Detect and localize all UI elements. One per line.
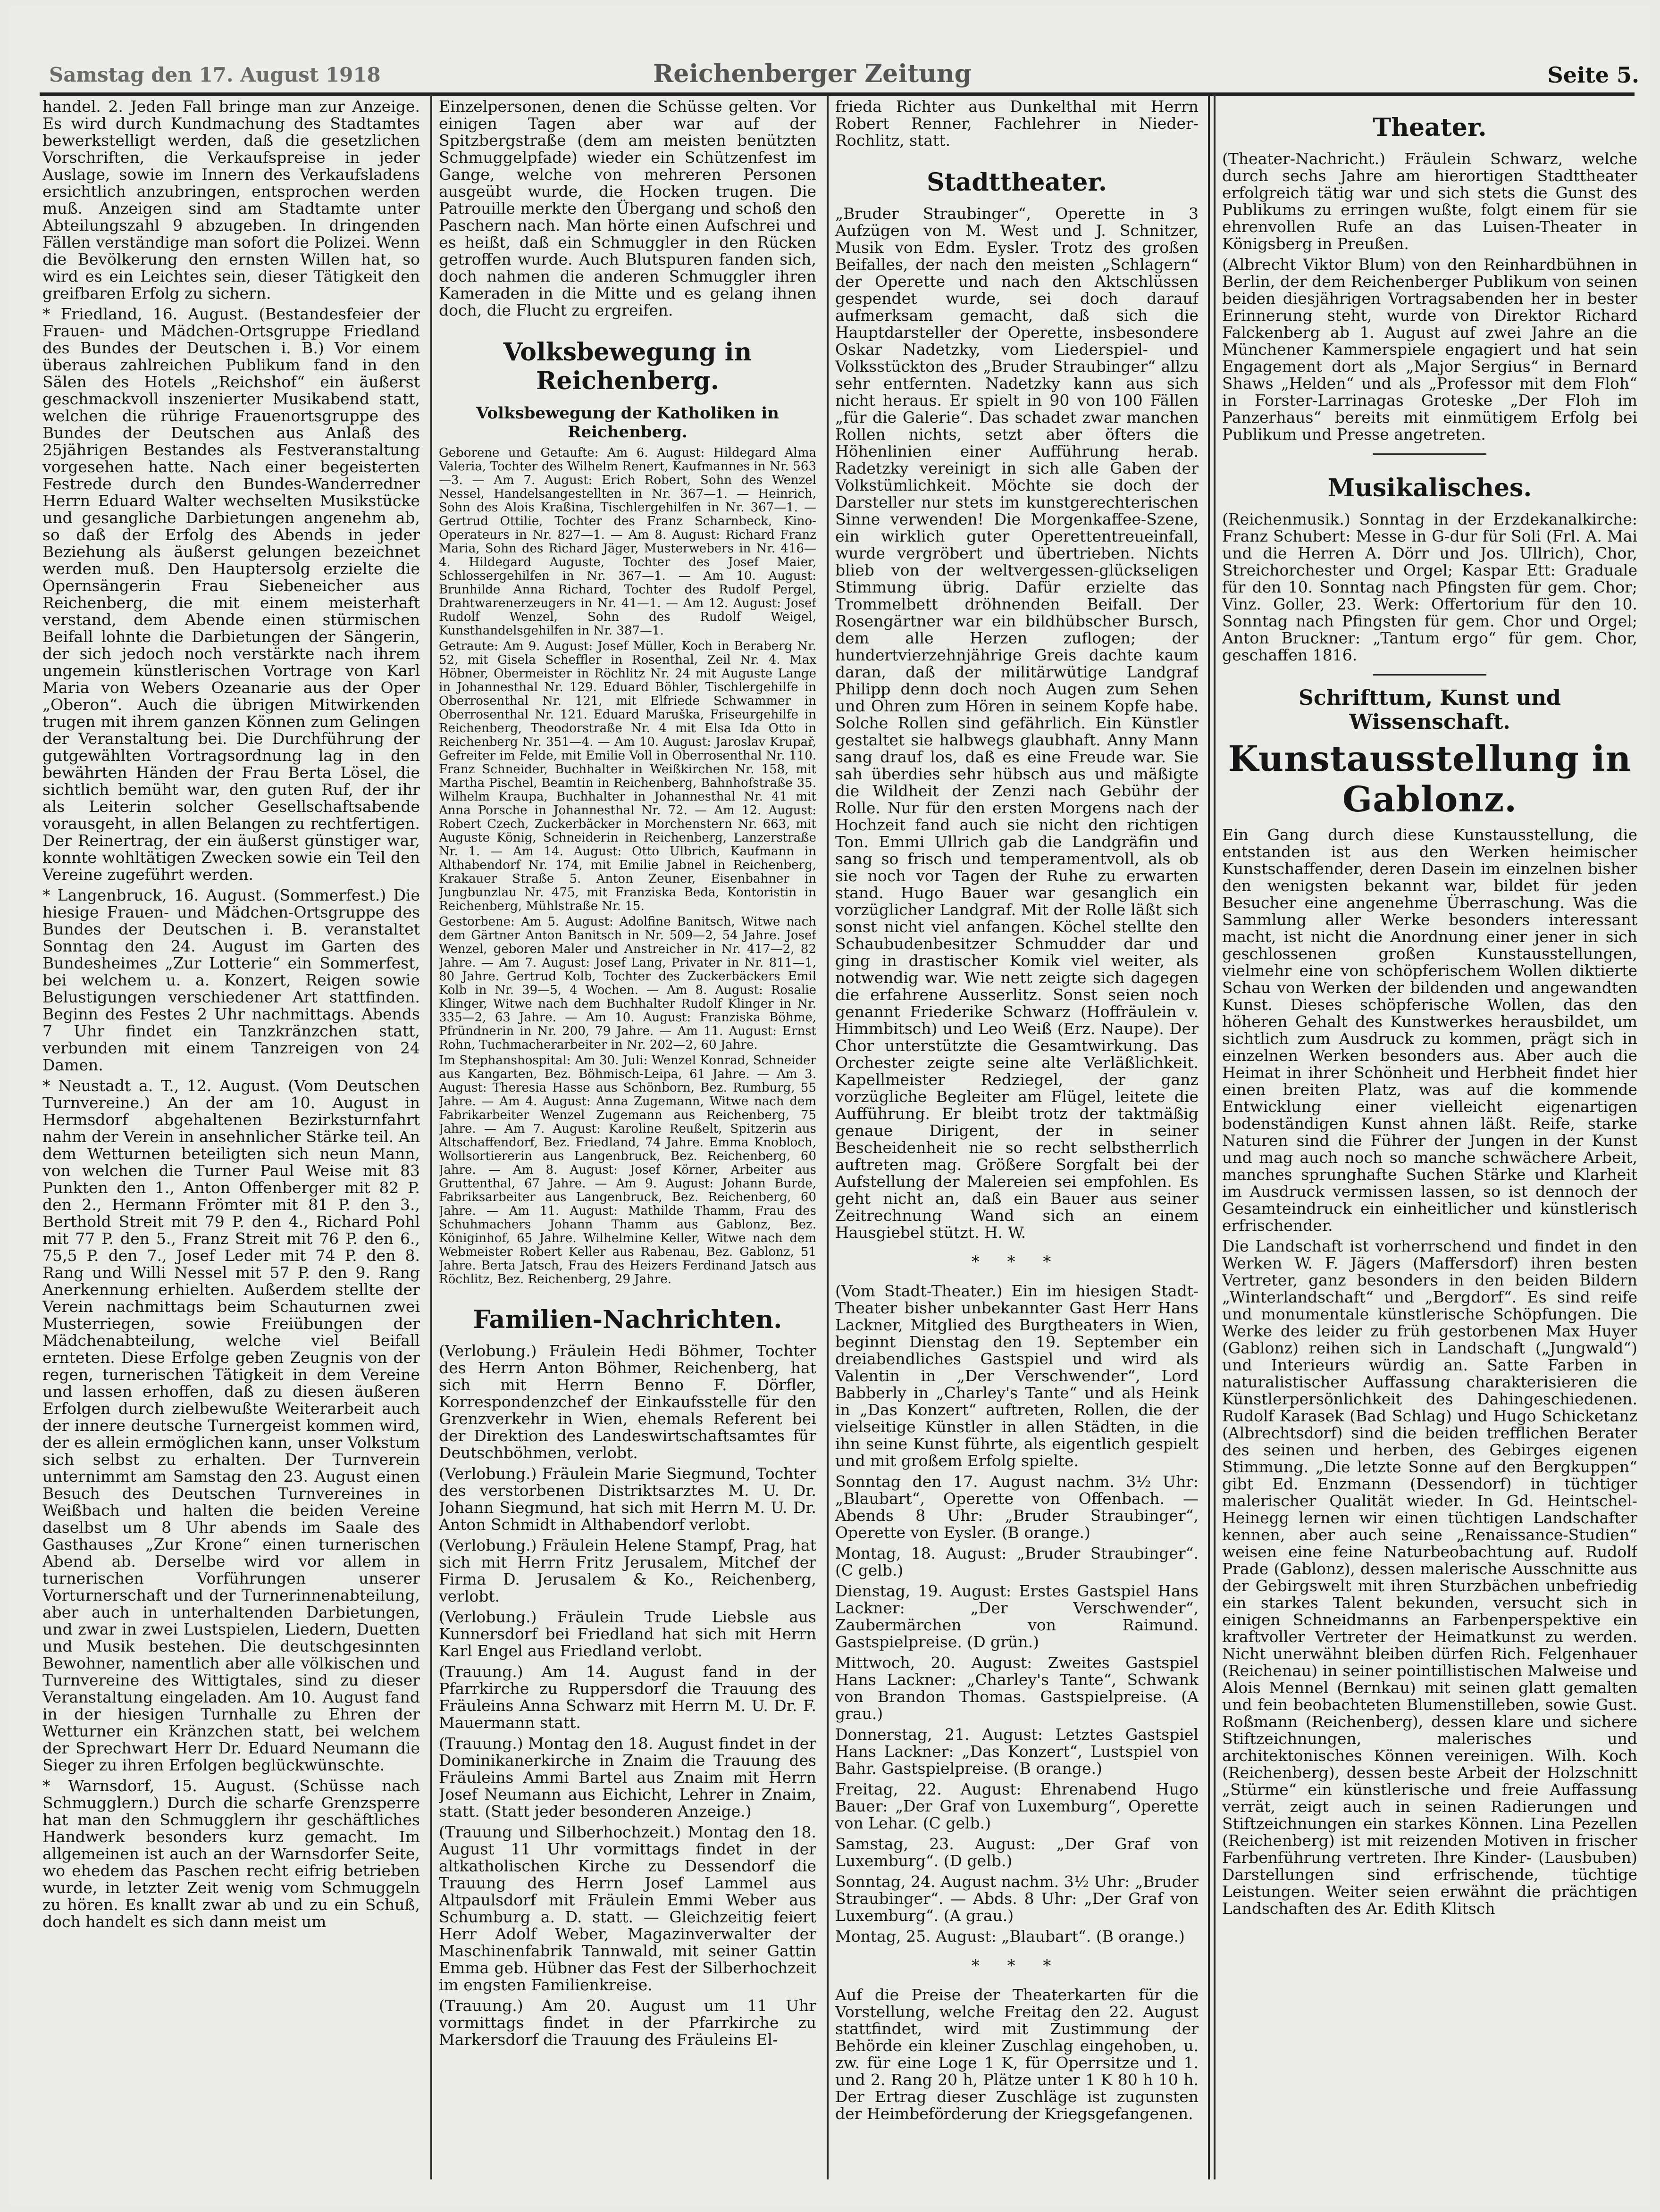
column-rule [1214, 94, 1216, 2179]
theater-note: (Vom Stadt-Theater.) Ein im hiesigen Stadt-Theater bisher unbekannter Gast Herr Hans Lackner, Mitglied des Burgtheaters in Wien, beginnt Dienstag den 19. September ein dreiabendliches Gastspiel und wird als Valentin in „Der Verschwender“, Lord Babberly in „Charley's Tante“ und als Heink in „Das Konzert“ auftreten, Rollen, die der vielseitige Künstler in allen Städten, in die ihn seine Kunst führte, als eigentlich gespielt und mit großem Erfolg spielte. [835, 1282, 1199, 1470]
family-notice: (Verlobung.) Fräulein Marie Siegmund, Tochter des verstorbenen Distriktsarztes M. U. Dr. Johann Siegmund, hat sich mit Herrn M. U. Dr. Anton Schmidt in Althabendorf verlobt. [439, 1464, 816, 1534]
running-head [49, 58, 1644, 95]
column-rule [430, 94, 432, 2179]
article-paragraph: Einzelpersonen, denen die Schüsse gelten. Vor einigen Tagen aber war auf der Spitzbergstraße (dem am meisten benützten Schmuggelpfade) wieder ein Schützenfest im Gange, welche von mehreren Personen ausgeübt wurde, die Hocken trugen. Die Patrouille merkte den Übergang und schoß den Paschern nach. Man hörte einen Aufschrei und es heißt, daß ein Schmuggler in den Rücken getroffen wurde. Auch Blutspuren fanden sich, doch nahmen die anderen Schmuggler ihren Kameraden in die Mitte und es gelang ihnen doch, die Flucht zu ergreifen. [439, 97, 816, 319]
article-paragraph: * Neustadt a. T., 12. August. (Vom Deutschen Turnvereine.) An der am 10. August in Hermsdorf abgehaltenen Bezirksturnfahrt nahm der Verein in ansehnlicher Stärke teil. An dem Wetturnen beteiligten sich neun Mann, von welchen die Turner Paul Weise mit 83 Punkten den 1., Anton Offenberger mit 82 P. den 2., Hermann Frömter mit 81 P. den 3., Berthold Streit mit 79 P. den 4., Richard Pohl mit 77 P. den 5., Franz Streit mit 76 P. den 6., 75,5 P. den 7., Josef Leder mit 74 P. den 8. Rang und Willi Nessel mit 57 P. den 9. Rang Anerkennung erhielten. Außerdem stellte der Verein nachmittags beim Schauturnen zwei Musterriegen, sowie Freiübungen der Mädchenabteilung, welche viel Beifall ernteten. Diese Erfolge geben Zeugnis von der regen, turnerischen Tätigkeit in dem Vereine und lassen erhoffen, daß zu diesen äußeren Erfolgen durch zielbewußte Weiterarbeit auch der innere deutsche Turnergeist kommen wird, der es allein ermöglichen kann, unser Volkstum sich selbst zu erhalten. Der Turnverein unternimmt am Samstag den 23. August einen Besuch des Deutschen Turnvereines in Weißbach und halten die beiden Vereine daselbst um 8 Uhr abends im Saale des Gasthauses „Zur Krone“ einen turnerischen Abend ab. Derselbe wird vor allem in turnerischen Vorführungen unserer Vorturnerschaft und der Turnerinnenabteilung, aber auch in unterhaltenden Darbietungen, und zwar in zwei Lustspielen, Liedern, Duetten und Musik bestehen. Die deutschgesinnten Bewohner, namentlich aber alle völkischen und Turnvereine des Wittigtales, sind zu dieser Veranstaltung eingeladen. Am 10. August fand in der hiesigen Turnhalle zu Ehren der Wetturner ein Kränzchen statt, bei welchem der Sprechwart Herr Dr. Eduard Neumann die Sieger zu ihren Erfolgen beglückwünschte. [42, 1077, 420, 1774]
theater-note: Auf die Preise der Theaterkarten für die Vorstellung, welche Freitag den 22. August stattfindet, wird mit Zustimmung der Behörde ein kleiner Zuschlag eingehoben, u. zw. für eine Loge 1 K, für Operrsitze und 1. und 2. Rang 20 h, Plätze unter 1 K 80 h 10 h. Der Ertrag dieser Zuschläge ist zugunsten der Heimbeförderung der Kriegsgefangenen. [835, 1986, 1199, 2123]
separator-stars: * * * [971, 1956, 1063, 1975]
family-notice: (Verlobung.) Fräulein Hedi Böhmer, Tochter des Herrn Anton Böhmer, Reichenberg, hat sich mit Herrn Benno F. Dörfler, Korrespondenzchef der Einkaufsstelle für den Grenzverkehr in Wien, ehemals Referent bei der Direktion des Landeswirtschaftsamtes für Deutschböhmen, verlobt. [439, 1342, 816, 1462]
column-rule [1208, 94, 1210, 2179]
theater-note: Freitag, 22. August: Ehrenabend Hugo Bauer: „Der Graf von Luxemburg“, Operette von Lehar. (C gelb.) [835, 1780, 1199, 1832]
section-title: Familien-Nachrichten. [473, 1305, 782, 1334]
article-headline: Kunstausstellung in Gablonz. [1228, 739, 1632, 820]
vital-records-hospital: Im Stephanshospital: Am 30. Juli: Wenzel Konrad, Schneider aus Kangarten, Bez. Böhmisch-Leipa, 61 Jahre. — Am 3. August: Theresia Hasse aus Schönborn, Bez. Rumburg, 55 Jahre. — Am 4. August: Anna Zugemann, Witwe nach dem Fabrikarbeiter Wenzel Zugemann aus Reichenberg, 75 Jahre. — Am 7. August: Karoline Reußelt, Spitzerin aus Altschaffendorf, Bez. Friedland, 74 Jahre. Emma Knobloch, Wollsortiererin aus Langenbruck, Bez. Reichenberg, 60 Jahre. — Am 8. August: Josef Körner, Arbeiter aus Gruttenthal, 67 Jahre. — Am 9. August: Johann Burde, Fabriksarbeiter aus Langenbruck, Bez. Reichenberg, 60 Jahre. — Am 11. August: Mathilde Thamm, Frau des Schuhmachers Johann Thamm aus Gablonz, Bez. Königinhof, 65 Jahre. Wilhelmine Keller, Witwe nach dem Webmeister Robert Keller aus Rabenau, Bez. Gablonz, 51 Jahre. Berta Jatsch, Frau des Heizers Ferdinand Jatsch aus Röchlitz, Bez. Reichenberg, 29 Jahre. [439, 1053, 816, 1286]
theater-note: Donnerstag, 21. August: Letztes Gastspiel Hans Lackner: „Das Konzert“, Lustspiel von Bahr. Gastspielpreise. (B orange.) [835, 1725, 1199, 1778]
theater-note: Sonntag, 24. August nachm. 3½ Uhr: „Bruder Straubinger“. — Abds. 8 Uhr: „Der Graf von Luxemburg“. (A grau.) [835, 1872, 1199, 1925]
article-paragraph: * Warnsdorf, 15. August. (Schüsse nach Schmugglern.) Durch die scharfe Grenzsperre hat man den Schmugglern ihr geschäftliches Handwerk besonders kurz gemacht. Im allgemeinen ist auch an der Warnsdorfer Seite, wo ehedem das Paschen recht eifrig betrieben wurde, in letzter Zeit wenig vom Schmuggeln zu hören. Es knallt zwar ab und zu ein Schuß, doch handelt es sich dann meist um [42, 1777, 420, 1931]
section-title: Volksbewegung in Reichenberg. [503, 338, 752, 395]
article-paragraph: handel. 2. Jeden Fall bringe man zur Anzeige. Es wird durch Kundmachung des Stadtamtes bewerkstelligt werden, daß die gesetzlichen Vorschriften, die Verkaufspreise in jeder Auslage, sowie im Innern des Verkaufsladens ersichtlich anzubringen, entsprochen werden muß. Anzeigen sind am Stadtamte unter Abteilungszahl 9 abzugeben. In dringenden Fällen verständige man sofort die Polizei. Wenn die Bevölkerung den ernsten Willen hat, so wird es ein Leichtes sein, dieser Tätigkeit den greifbaren Erfolg zu sichern. [42, 97, 420, 302]
theater-note: Sonntag den 17. August nachm. 3½ Uhr: „Blaubart“, Operette von Offenbach. — Abends 8 Uhr: „Bruder Straubinger“, Operette von Eysler. (B orange.) [835, 1472, 1199, 1542]
theater-note: Samstag, 23. August: „Der Graf von Luxemburg“. (D gelb.) [835, 1835, 1199, 1870]
section-title: Theater. [1373, 113, 1487, 142]
family-notice: (Trauung.) Montag den 18. August findet in der Dominikanerkirche in Znaim die Trauung des Fräuleins Ammi Bartel aus Znaim mit Herrn Josef Neumann aus Eichicht, Lehrer in Znaim, statt. (Statt jeder besonderen Anzeige.) [439, 1734, 816, 1820]
article-paragraph: * Langenbruck, 16. August. (Sommerfest.) Die hiesige Frauen- und Mädchen-Ortsgruppe des Bundes der Deutschen i. B. veranstaltet Sonntag den 24. August im Garten des Bundesheimes „Zur Lotterie“ ein Sommerfest, bei welchem u. a. Konzert, Reigen sowie Belustigungen verschiedener Art stattfinden. Beginn des Festes 2 Uhr nachmittags. Abends 7 Uhr findet ein Tanzkränzchen statt, verbunden mit einem Tanzreigen von 24 Damen. [42, 886, 420, 1074]
article-paragraph: Die Landschaft ist vorherrschend und findet in den Werken W. F. Jägers (Maffersdorf) ihren besten Vertreter, ganz besonders in den beiden Bildern „Winterlandschaft“ und „Bergdorf“. Es sind reife und monumentale künstlerische Schöpfungen. Die Werke des leider zu früh gestorbenen Max Huyer (Gablonz) reihen sich in Landschaft („Jungwald“) und Interieurs würdig an. Satte Farben in naturalistischer Auffassung charakterisieren die Künstlerpersönlichkeit des Dahingeschiedenen. Rudolf Karasek (Bad Schlag) und Hugo Schicketanz (Albrechtsdorf) sind die beiden trefflichen Berater des seinen und herben, des Gebirges eigenen Stimmung. „Die letzte Sonne auf den Bergkuppen“ gibt Ed. Enzmann (Dessendorf) in tüchtiger malerischer Qualität wieder. In Gd. Heintschel-Heinegg lernen wir einen tüchtigen Landschafter kennen, aber auch seine „Renaissance-Studien“ weisen eine feine Naturbeobachtung auf. Rudolf Prade (Gablonz), dessen malerische Ausschnitte aus der Gebirgswelt mit ihren Sturzbächen unbefriedig ein starkes Talent bekunden, versucht sich in einigen Schneidmanns an Farbenperspektive ein kraftvoller Vertreter der Heimatkunst zu werden. Nicht unerwähnt bleiben dürfen Rich. Felgenhauer (Reichenau) in seiner pointillistischen Malweise und Alois Mennel (Bernkau) mit seinen glatt gemalten und fein beobachteten Blumenstilleben, sowie Gust. Roßmann (Reichenberg), dessen klare und sichere Stiftzeichnungen, malerisches und architektonisches Können vereinigen. Wilh. Koch (Reichenberg), dessen beste Arbeit der Holzschnitt „Stürme“ ein künstlerische und freie Auffassung verrät, zeigt auch in seinen Radierungen und Stiftzeichnungen ein starkes Können. Lina Pezellen (Reichenberg) ist mit reizenden Motiven in frischer Farbenführung vertreten. Ihre Kinder- (Lausbuben) Darstellungen sind erfrischende, tüchtige Leistungen. Weiter seien erwähnt die prächtigen Landschaften des Ar. Edith Klitsch [1222, 1237, 1637, 1918]
section-subtitle: Volksbewegung der Katholiken in Reichenberg. [476, 404, 779, 442]
section-title: Stadttheater. [926, 168, 1107, 197]
article-paragraph: Ein Gang durch diese Kunstausstellung, die entstanden ist aus den Werken heimischer Kunstschaffender, deren Dasein im einzelnen bisher den wenigsten bekannt war, bildet für jeden Besucher eine angenehme Überraschung. Was die Sammlung aller Werke besonders interessant macht, ist nicht die Anordnung einer jener in sich geschlossenen großen Kunstausstellungen, vielmehr eine von schöpferischem Wollen diktierte Schau von Werken der bildenden und angewandten Kunst. Dieses schöpferische Wollen, das den höheren Gehalt des Kunstwerkes herausbildet, um sichtlich zum Ausdruck zu kommen, prägt sich in einzelnen Werken besonders aus. Aber auch die Heimat in ihrer Schönheit und Herbheit findet hier einen breiten Platz, was auf die kommende Entwicklung einer vielleicht eigenartigen bodenständigen Kunst ahnen läßt. Reife, starke Naturen sind die Führer der Jungen in der Kunst und mag auch noch so manche schwächere Arbeit, manches sprunghafte Suchen Stärke und Klarheit im Ausdruck vermissen lassen, so ist dennoch der Gesamteindruck ein einheitlicher und künstlerisch erfrischender. [1222, 826, 1637, 1235]
issue-date: Samstag den 17. August 1918 [49, 63, 381, 86]
theater-note: Dienstag, 19. August: Erstes Gastspiel Hans Lackner: „Der Verschwender“, Zaubermärchen von Raimund. Gastspielpreise. (D grün.) [835, 1582, 1199, 1651]
article-paragraph: frieda Richter aus Dunkelthal mit Herrn Robert Renner, Fachlehrer in Nieder-Rochlitz, statt. [835, 97, 1199, 150]
article-paragraph: (Albrecht Viktor Blum) von den Reinhardbühnen in Berlin, der dem Reichenberger Publikum von seinen beiden diesjährigen Vortragsabenden her in bester Erinnerung steht, wurde von Direktor Richard Falckenberg ab 1. August auf zwei Jahre an die Münchener Kammerspiele engagiert und hat sein Engagement dort als „Major Sergius“ in Bernard Shaws „Helden“ und als „Professor mit dem Floh“ in Forster-Larrinagas Groteske „Der Floh im Panzerhaus“ bereits mit einmütigem Erfolg bei Publikum und Presse angetreten. [1222, 255, 1637, 443]
vital-records-deaths: Gestorbene: Am 5. August: Adolfine Banitsch, Witwe nach dem Gärtner Anton Banitsch in Nr. 509—2, 54 Jahre. Josef Wenzel, geboren Maler und Anstreicher in Nr. 417—2, 82 Jahre. — Am 7. August: Josef Lang, Privater in Nr. 811—1, 80 Jahre. Gertrud Kolb, Tochter des Zuckerbäckers Emil Kolb in Nr. 39—5, 4 Wochen. — Am 8. August: Rosalie Klinger, Witwe nach dem Buchhalter Rudolf Klinger in Nr. 335—2, 63 Jahre. — Am 10. August: Franziska Böhme, Pfründnerin in Nr. 200, 79 Jahre. — Am 11. August: Ernst Rohn, Tuchmacherarbeiter in Nr. 202—2, 60 Jahre. [439, 915, 816, 1052]
column-rule [827, 94, 829, 2179]
family-notice: (Verlobung.) Fräulein Helene Stampf, Prag, hat sich mit Herrn Fritz Jerusalem, Mitchef der Firma D. Jerusalem & Ko., Reichenberg, verlobt. [439, 1536, 816, 1605]
column-4 [1222, 94, 1637, 2179]
section-title: Schrifttum, Kunst und Wissenschaft. [1299, 686, 1561, 734]
family-notice: (Verlobung.) Fräulein Trude Liebsle aus Kunnersdorf bei Friedland hat sich mit Herrn Karl Engel aus Friedland verlobt. [439, 1608, 816, 1660]
family-notice: (Trauung und Silberhochzeit.) Montag den 18. August 11 Uhr vormittags findet in der altkatholischen Kirche zu Dessendorf die Trauung des Herrn Josef Lammel aus Altpaulsdorf mit Fräulein Emmi Weber aus Schumburg a. D. statt. — Gleichzeitig feiert Herr Adolf Weber, Magazinverwalter der Maschinenfabrik Tannwald, mit seiner Gattin Emma geb. Hübner das Fest der Silberhochzeit im engsten Familienkreise. [439, 1823, 816, 1994]
column-1 [42, 94, 420, 2179]
column-3 [835, 94, 1199, 2179]
family-notice: (Trauung.) Am 14. August fand in der Pfarrkirche zu Ruppersdorf die Trauung des Fräuleins Anna Schwarz mit Herrn M. U. Dr. F. Mauermann statt. [439, 1662, 816, 1732]
column-2 [439, 94, 816, 2179]
article-paragraph: (Theater-Nachricht.) Fräulein Schwarz, welche durch sechs Jahre am hierortigen Stadttheater erfolgreich tätig war und sich stets die Gunst des Publikums zu erringen wußte, folgt einem für sie ehrenvollen Rufe an das Luisen-Theater in Königsberg in Preußen. [1222, 150, 1637, 253]
separator-rule [1373, 674, 1486, 676]
section-title: Musikalisches. [1327, 474, 1532, 502]
newspaper-title: Reichenberger Zeitung [653, 59, 972, 88]
separator-rule [1373, 453, 1486, 455]
page-number: Seite 5. [1547, 62, 1639, 88]
theater-note: Mittwoch, 20. August: Zweites Gastspiel Hans Lackner: „Charley's Tante“, Schwank von Brandon Thomas. Gastspielpreise. (A grau.) [835, 1653, 1199, 1723]
theater-review: „Bruder Straubinger“, Operette in 3 Aufzügen von M. West und J. Schnitzer, Musik von Edm. Eysler. Trotz des großen Beifalles, der nach den meisten „Schlagern“ der Operette und nach den Aktschlüssen gespendet wurde, sei doch darauf aufmerksam gemacht, daß sich die Hauptdarsteller der Operette, insbesondere Oskar Nadetzky, vom Liederspiel- und Volksstückton des „Bruder Straubinger“ allzu sehr entfernten. Nadetzky kann aus sich nicht heraus. Er spielt in 90 von 100 Fällen „für die Galerie“. Das schadet zwar manchen Rollen nichts, setzt aber öfters die Höhenlinien einer Aufführung herab. Radetzky vereinigt in sich alle Gaben der Volkstümlichkeit. Möchte sie doch der Darsteller nur stets im kunstgerechterischen Sinne verwenden! Die Morgenkaffee-Szene, ein wirklich guter Operettentreueinfall, wurde vergröbert und übertrieben. Nichts blieb von der weltvergessen-glückseligen Stimmung übrig. Dafür erzielte das Trommelbett dröhnenden Beifall. Der Rosengärtner war ein bildhübscher Bursch, dem alle Herzen zuflogen; der hundertvierzehnjährige Greis dachte kaum daran, daß der militärwütige Landgraf Philipp denn doch noch Augen zum Sehen und Ohren zum Hören in seinem Kopfe habe. Solche Rollen sind gefährlich. Ein Künstler gestaltet sie halbwegs glaubhaft. Anny Mann sang drauf los, daß es eine Freude war. Sie sah überdies sehr hübsch aus und mäßigte die Wildheit der Zenzi nach Gebühr der Rolle. Nur für den ersten Morgens nach der Hochzeit fand auch sie nicht den richtigen Ton. Emmi Ullrich gab die Landgräfin und sang so frisch und temperamentvoll, als ob sie noch vor Tagen der Ruhe zu erwarten stand. Hugo Bauer war gesanglich ein vorzüglicher Landgraf. Mit der Rolle läßt sich sonst nicht viel anfangen. Köchel stellte den Schaubudenbesitzer Schmudder dar und ging in drastischer Komik viel weiter, als notwendig war. Wie nett zeigte sich dagegen die erfahrene Ausserlitz. Sonst seien noch genannt Friederike Schwarz (Hoffräulein v. Himmbitsch) und Leo Weiß (Erz. Naupe). Der Chor unterstützte die Gesamtwirkung. Das Orchester zeigte seine alte Verläßlichkeit. Kapellmeister Redziegel, der ganz vorzügliche Begleiter am Flügel, leitete die Aufführung. Er bleibt trotz der taktmäßig genaue Dirigent, der in seiner Bescheidenheit nie so recht selbstherrlich auftreten mag. Größere Sorgfalt bei der Aufstellung der Malereien sei empfohlen. Es geht nicht an, daß ein Bauer aus seiner Zeitrechnung Wand sich an einem Hausgiebel stützt. H. W. [835, 204, 1199, 1242]
article-paragraph: * Friedland, 16. August. (Bestandesfeier der Frauen- und Mädchen-Ortsgruppe Friedland des Bundes der Deutschen i. B.) Vor einem überaus zahlreichen Publikum fand in den Sälen des Hotels „Reichshof“ ein äußerst geschmackvoll inszenierter Musikabend statt, welchen die rührige Frauenortsgruppe des Bundes der Deutschen aus Anlaß des 25jährigen Bestandes als Festveranstaltung vorgesehen hatte. Nach einer begeisterten Festrede durch den Bundes-Wanderredner Herrn Eduard Walter wechselten Musikstücke und gesangliche Darbietungen angenehm ab, so daß der Erfolg des Abends in jeder Beziehung als äußerst gelungen bezeichnet werden muß. Den Hauptersolg erzielte die Opernsängerin Frau Siebeneicher aus Reichenberg, die mit einem meisterhaft verstand, dem Abende einen stürmischen Beifall lohnte die Darbietungen der Sängerin, der sich jedoch noch verstärkte nach ihrem ungemein künstlerischen Vortrage von Karl Maria von Webers Ozeanarie aus der Oper „Oberon“. Auch die übrigen Mitwirkenden trugen mit ihrem ganzen Können zum Gelingen der Veranstaltung bei. Die Durchführung der gutgewählten Vortragsordnung lag in den bewährten Händen der Frau Berta Lösel, die sichtlich bemüht war, den guten Ruf, der ihr als Leiterin solcher Gesellschaftsabende vorausgeht, in allen Belangen zu rechtfertigen. Der Reinertrag, der ein äußerst günstiger war, konnte wohltätigen Zwecken sowie ein Teil den Vereine zugeführt werden. [42, 305, 420, 884]
theater-note: Montag, 18. August: „Bruder Straubinger“. (C gelb.) [835, 1544, 1199, 1579]
family-notice: (Trauung.) Am 20. August um 11 Uhr vormittags findet in der Pfarrkirche zu Markersdorf die Trauung des Fräuleins El- [439, 1996, 816, 2049]
vital-records-marriages: Getraute: Am 9. August: Josef Müller, Koch in Beraberg Nr. 52, mit Gisela Scheffler in Rosenthal, Zeil Nr. 4. Max Höbner, Obermeister in Röchlitz Nr. 24 mit Auguste Lange in Johannesthal Nr. 129. Eduard Böhler, Tischlergehilfe in Oberrosenthal Nr. 121, mit Elfriede Schwammer in Oberrosenthal Nr. 121. Eduard Maruška, Friseurgehilfe in Reichenberg, Theodorstraße Nr. 4 mit Elsa Ida Otto in Reichenberg Nr. 351—4. — Am 10. August: Jaroslav Krupař, Gefreiter im Felde, mit Emilie Voll in Oberrosenthal Nr. 110. Franz Schneider, Buchhalter in Weißkirchen Nr. 158, mit Martha Pischel, Beamtin in Reichenberg, Bahnhofstraße 35. Wilhelm Kraupa, Buchhalter in Johannesthal Nr. 41 mit Anna Porsche in Johannesthal Nr. 72. — Am 12. August: Robert Czech, Zuckerbäcker in Morchenstern Nr. 663, mit Auguste König, Schneiderin in Reichenberg, Lanzerstraße Nr. 1. — Am 14. August: Otto Ulbrich, Kaufmann in Althabendorf Nr. 174, mit Emilie Jabnel in Reichenberg, Krakauer Straße 5. Anton Zeuner, Eisenbahner in Jungbunzlau Nr. 475, mit Franziska Beda, Kontoristin in Reichenberg, Mühlstraße Nr. 15. [439, 639, 816, 913]
theater-note: Montag, 25. August: „Blaubart“. (B orange.) [835, 1927, 1185, 1945]
separator-stars: * * * [971, 1252, 1063, 1271]
article-paragraph: (Reichenmusik.) Sonntag in der Erzdekanalkirche: Franz Schubert: Messe in G-dur für Soli (Frl. A. Mai und die Herren A. Dörr und Jos. Ullrich), Chor, Streichorchester und Orgel; Kaspar Ett: Graduale für den 10. Sonntag nach Pfingsten für gem. Chor; Vinz. Goller, 23. Werk: Offertorium für den 10. Sonntag nach Pfingsten für gem. Chor und Orgel; Anton Bruckner: „Tantum ergo“ für gem. Chor, geschaffen 1816. [1222, 510, 1637, 664]
vital-records-births: Geborene und Getaufte: Am 6. August: Hildegard Alma Valeria, Tochter des Wilhelm Renert, Kaufmannes in Nr. 563—3. — Am 7. August: Erich Robert, Sohn des Wenzel Nessel, Handelsangestellten in Nr. 367—1. — Heinrich, Sohn des Alois Kraßina, Tischlergehilfen in Nr. 367—1. — Gertrud Ottilie, Tochter des Franz Scharnbeck, Kino-Operateurs in Nr. 827—1. — Am 8. August: Richard Franz Maria, Sohn des Richard Jäger, Musterwebers in Nr. 416—4. Hildegard Auguste, Tochter des Josef Maier, Schlossergehilfen in Nr. 367—1. — Am 10. August: Brunhilde Anna Richard, Tochter des Rudolf Pergel, Drahtwarenerzeugers in Nr. 41—1. — Am 12. August: Josef Rudolf Wenzel, Sohn des Rudolf Weigel, Kunsthandelsgehilfen in Nr. 387—1. [439, 446, 816, 638]
